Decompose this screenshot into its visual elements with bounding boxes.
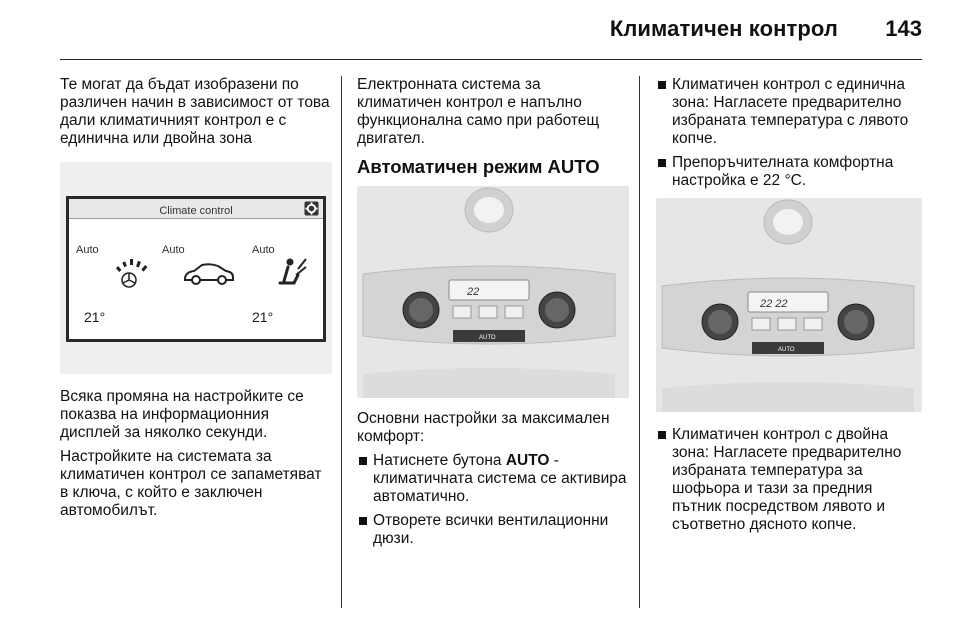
- col2-bullet-1: Натиснете бутона AUTO - климатичната система се активира автоматично.: [357, 452, 629, 506]
- seat-airflow-icon: [274, 253, 310, 289]
- col1-intro: Те могат да бъдат изобразени по различен начин в зависимост от това дали климатичният контрол е с единична или двойна зона: [60, 76, 330, 147]
- bullet-square-icon: [658, 431, 666, 439]
- panel1-auto-label: AUTO: [479, 335, 496, 341]
- screen-title: Climate control: [159, 205, 233, 217]
- header-rule: [60, 59, 922, 60]
- bullet-square-icon: [658, 159, 666, 167]
- settings-gear-icon: [304, 201, 319, 216]
- bullet-square-icon: [359, 457, 367, 465]
- auto-button-name: AUTO: [505, 452, 550, 469]
- col2-basic-settings: Основни настройки за максимален комфорт:: [357, 410, 610, 445]
- col3-bullet-2: Препоръчителната комфортна настройка е 22 °C.: [656, 154, 922, 190]
- climate-panel-figure-2: [656, 198, 922, 412]
- column-1: [60, 76, 332, 526]
- column-divider-2: [639, 76, 640, 608]
- climate-panel-figure-1: [357, 186, 629, 398]
- column-2: [357, 76, 629, 554]
- bullet-square-icon: [658, 81, 666, 89]
- climate-panel-illustration-1: [357, 186, 621, 398]
- col2-intro: Електронната система за климатичен контрол е напълно функционална само при работещ двигател.: [357, 76, 600, 147]
- column-3: [656, 76, 922, 540]
- fan-speed-icon: [113, 257, 153, 291]
- auto-label-right: Auto: [252, 244, 275, 256]
- climate-display-figure: [60, 162, 332, 374]
- col2-bullet-2: Отворете всички вентилационни дюзи.: [357, 512, 629, 548]
- temp-right: 21°: [252, 309, 274, 325]
- bullet-square-icon: [359, 517, 367, 525]
- col3-bullet-3: Климатичен контрол с двойна зона: Нагласете предварително избраната температура за шофьора и тази за предния пътник посредством лявото и съответно дясното копче.: [656, 426, 922, 534]
- auto-mode-heading: Автоматичен режим AUTO: [357, 156, 600, 177]
- page-header: [60, 0, 922, 62]
- panel2-display-text: 22 22: [760, 298, 788, 310]
- column-divider-1: [341, 76, 342, 608]
- auto-label-left: Auto: [76, 244, 99, 256]
- climate-panel-illustration-2: [656, 198, 920, 412]
- auto-label-center: Auto: [162, 244, 185, 256]
- col1-para-1: Всяка промяна на настройките се показва на информационния дисплей за няколко секунди.: [60, 388, 304, 441]
- screen-title-bar: [69, 199, 323, 219]
- info-display-screen: [66, 196, 326, 342]
- col1-para-2: Настройките на системата за климатичен контрол се запаметяват в ключа, с който е заключен автомобилът.: [60, 448, 322, 519]
- temp-left: 21°: [84, 309, 106, 325]
- car-airflow-icon: [182, 261, 236, 287]
- page-title: Климатичен контрол: [609, 16, 838, 41]
- col3-bullet-1: Климатичен контрол с единична зона: Нагласете предварително избраната температура с лявото копче.: [656, 76, 922, 148]
- panel2-auto-label: AUTO: [778, 347, 795, 353]
- page-number: 143: [885, 16, 922, 41]
- panel1-display-text: 22: [467, 286, 480, 298]
